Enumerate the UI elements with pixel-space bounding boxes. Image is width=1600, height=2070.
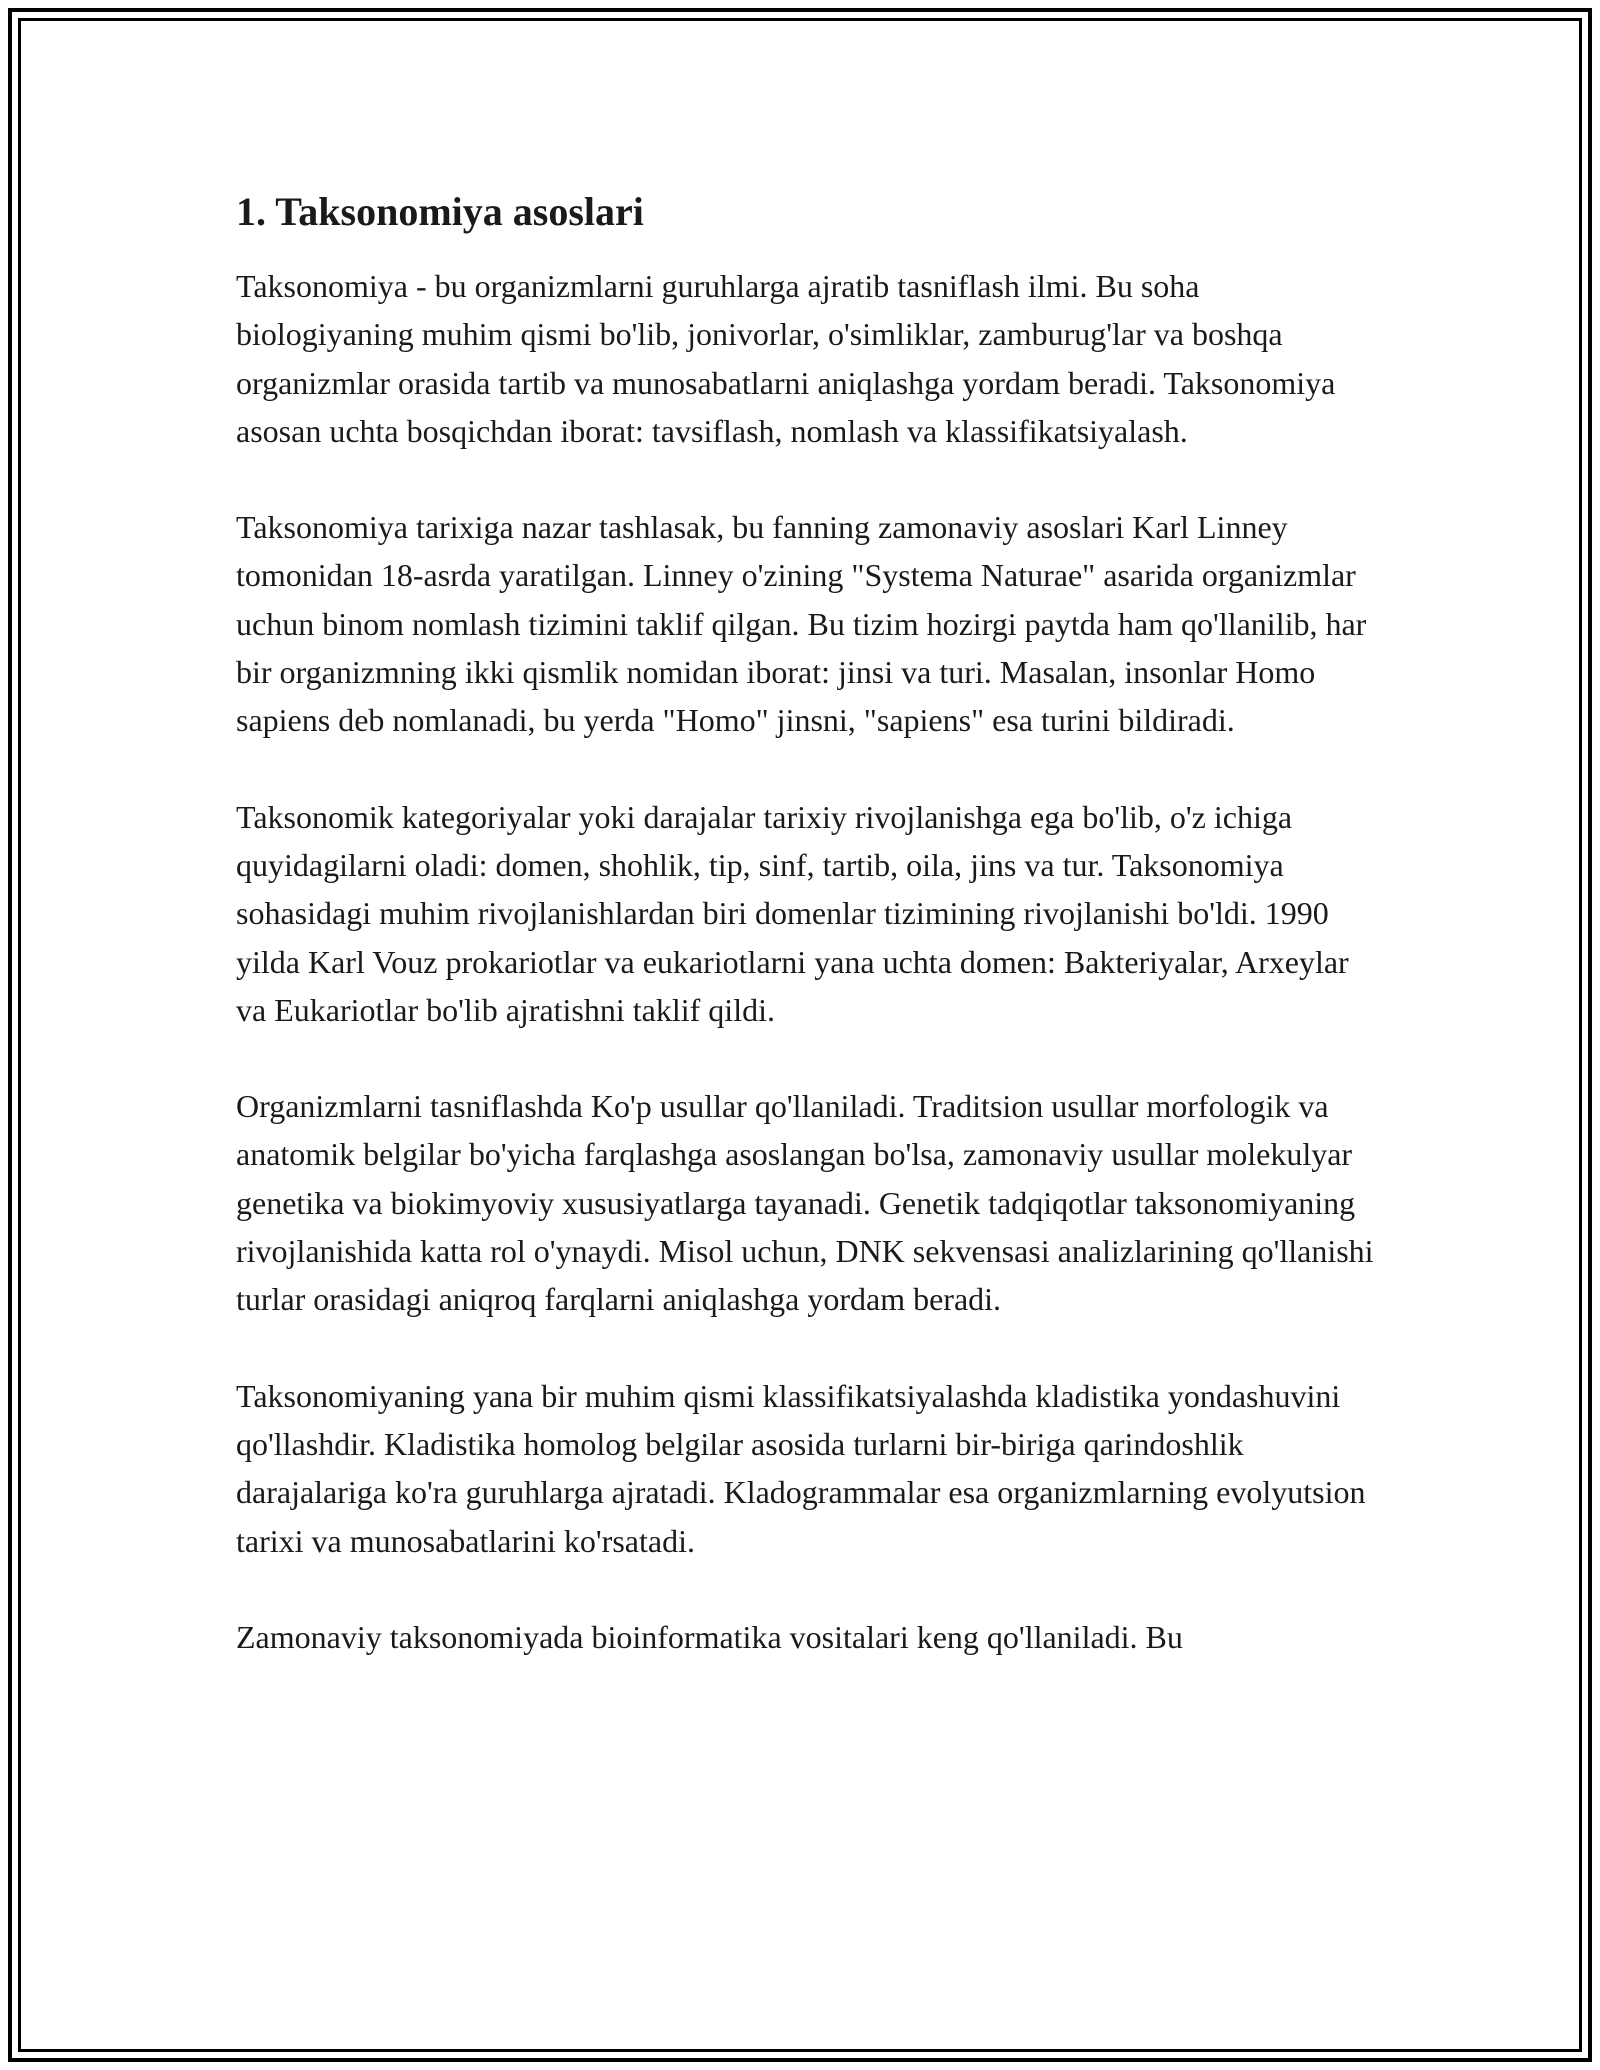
paragraph-definition: Taksonomiya - bu organizmlarni guruhlarga ajratib tasniflash ilmi. Bu soha biologiyaning muhim qismi bo'lib, jonivorlar, o'simliklar, zamburug'lar va boshqa organizmlar orasida tartib va munosabatlarni aniqlashga yordam beradi. Taksonomiya asosan uchta bosqichdan iborat: tavsiflash, nomlash va klassifikatsiyalash. [236,268,1336,449]
paragraph-history: Taksonomiya tarixiga nazar tashlasak, bu fanning zamonaviy asoslari Karl Linney tomonidan 18-asrda yaratilgan. Linney o'zining "Systema Naturae" asarida organizmlar uchun binom nomlash tizimini taklif qilgan. Bu tizim hozirgi paytda ham qo'llanilib, har bir organizmning ikki qismlik nomidan iborat: jinsi va turi. Masalan, insonlar Homo sapiens deb nomlanadi, bu yerda "Homo" jinsni, "sapiens" esa turini bildiradi. [236,509,1367,739]
paragraph-cladistics: Taksonomiyaning yana bir muhim qismi klassifikatsiyalashda kladistika yondashuvini qo'llashdir. Kladistika homolog belgilar asosida turlarni bir-biriga qarindoshlik darajalariga ko'ra guruhlarga ajratadi. Kladogrammalar esa organizmlarning evolyutsion tarixi va munosabatlarini ko'rsatadi. [236,1377,1366,1559]
section-title: 1. Taksonomiya asoslari [236,189,644,234]
paragraph-bioinformatics: Zamonaviy taksonomiyada bioinformatika vositalari keng qo'llaniladi. Bu [236,1618,1183,1655]
paragraph-categories: Taksonomik kategoriyalar yoki darajalar tarixiy rivojlanishga ega bo'lib, o'z ichiga quyidagilarni oladi: domen, shohlik, tip, sinf, tartib, oila, jins va tur. Taksonomiya sohasidagi muhim rivojlanishlardan biri domenlar tizimining rivojlanishi bo'ldi. 1990 yilda Karl Vouz prokariotlar va eukariotlarni yana uchta domen: Bakteriyalar, Arxeylar va Eukariotlar bo'lib ajratishni taklif qildi. [236,798,1349,1028]
document-body [236,188,1376,1709]
paragraph-methods: Organizmlarni tasniflashda Ko'p usullar qo'llaniladi. Traditsion usullar morfologik va anatomik belgilar bo'yicha farqlashga asoslangan bo'lsa, zamonaviy usullar molekulyar genetika va biokimyoviy xususiyatlarga tayanadi. Genetik tadqiqotlar taksonomiyaning rivojlanishida katta rol o'ynaydi. Misol uchun, DNK sekvensasi analizlarining qo'llanishi turlar orasidagi aniqroq farqlarni aniqlashga yordam beradi. [236,1088,1374,1318]
